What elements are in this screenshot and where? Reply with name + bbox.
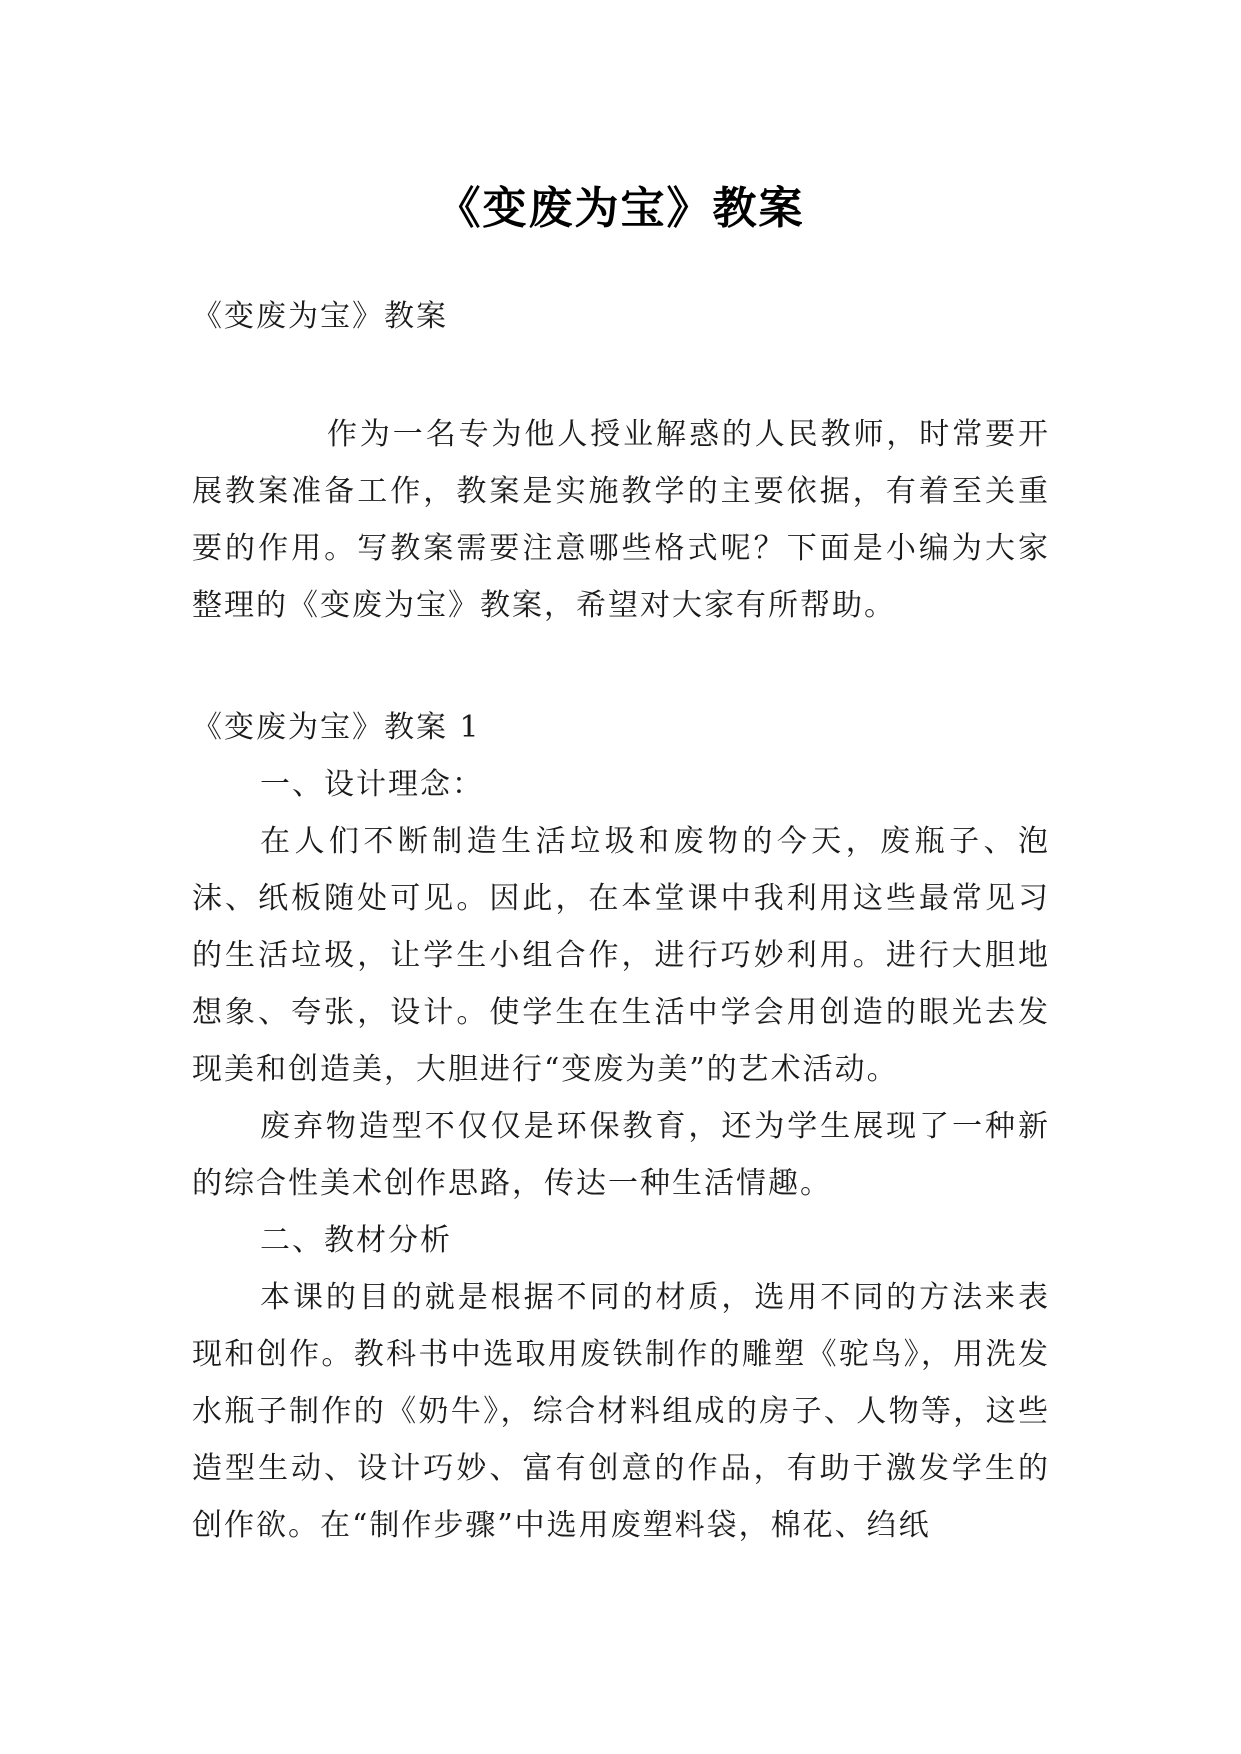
document-subtitle: 《变废为宝》教案 [192,299,448,334]
heading-material-analysis: 二、教材分析 [260,1223,452,1258]
section-body [192,756,1050,1554]
document-title: 《变废为宝》教案 [436,183,805,235]
body-paragraph: 废弃物造型不仅仅是环保教育，还为学生展现了一种新的综合性美术创作思路，传达一种生活情趣。 [192,1109,1050,1201]
heading-design-concept: 一、设计理念： [260,767,484,802]
body-paragraph: 在人们不断制造生活垃圾和废物的今天，废瓶子、泡沫、纸板随处可见。因此，在本堂课中我利用这些最常见习的生活垃圾，让学生小组合作，进行巧妙利用。进行大胆地想象、夸张，设计。使学生在生活中学会用创造的眼光去发现美和创造美，大胆进行“变废为美”的艺术活动。 [192,824,1050,1087]
intro-paragraph: 作为一名专为他人授业解惑的人民教师，时常要开展教案准备工作，教案是实施教学的主要依据，有着至关重要的作用。写教案需要注意哪些格式呢？下面是小编为大家整理的《变废为宝》教案，希望对大家有所帮助。 [192,417,1050,623]
section-title: 《变废为宝》教案 1 [192,710,481,745]
body-paragraph: 本课的目的就是根据不同的材质，选用不同的方法来表现和创作。教科书中选取用废铁制作的雕塑《驼鸟》，用洗发水瓶子制作的《奶牛》，综合材料组成的房子、人物等，这些造型生动、设计巧妙、富有创意的作品，有助于激发学生的创作欲。在“制作步骤”中选用废塑料袋，棉花、绉纸 [192,1280,1050,1543]
